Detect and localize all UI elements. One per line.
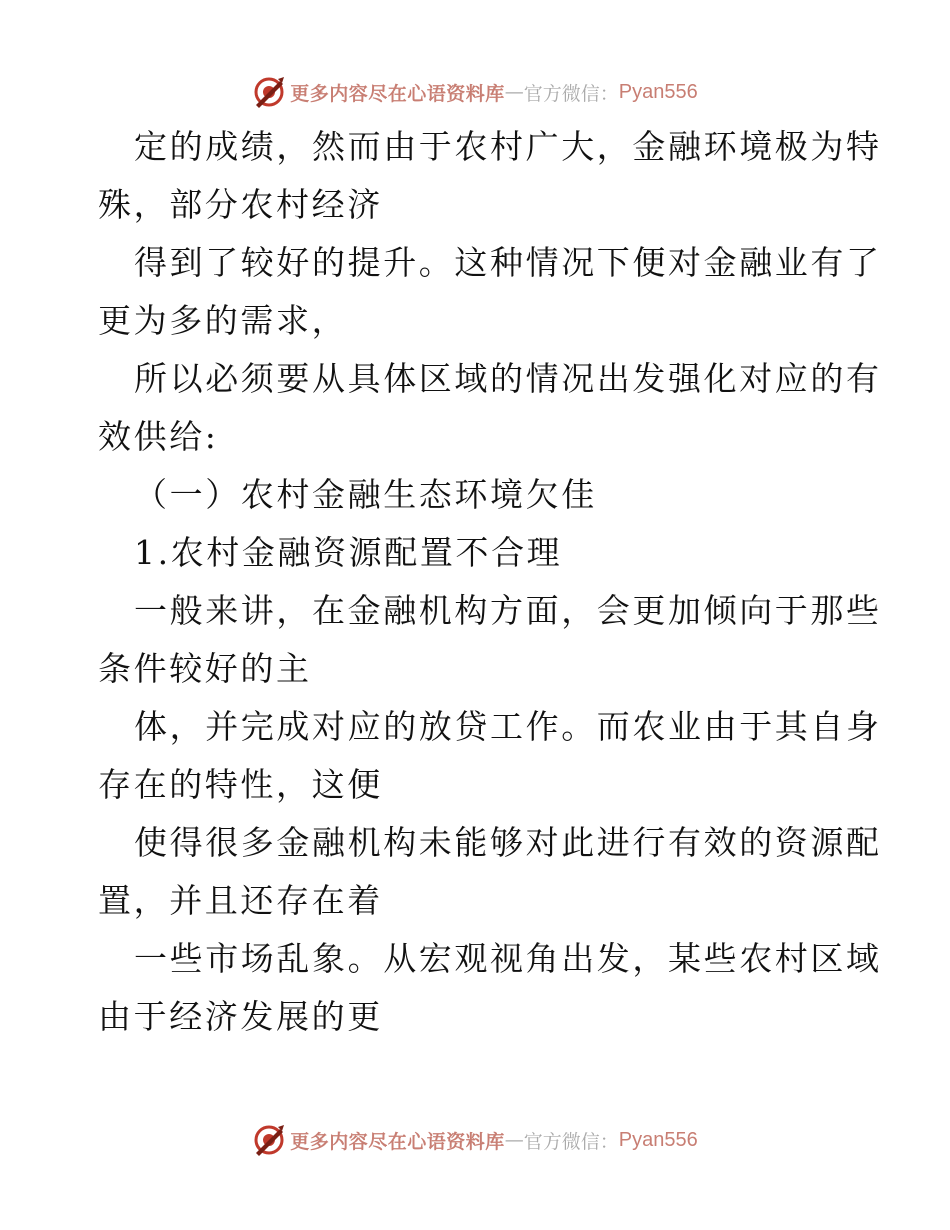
text-line: 一般来讲，在金融机构方面，会更加倾向于那些 [134,591,882,630]
text-line: 一些市场乱象。从宏观视角出发，某些农村区域 [134,939,882,978]
watermark-wechat-id: Pyan556 [618,1128,698,1151]
pen-circle-logo-icon [252,1123,286,1157]
text-line: 由于经济发展的更 [98,997,383,1036]
text-line: 定的成绩，然而由于农村广大，金融环境极为特 [134,127,882,166]
text-line: 效供给: [98,417,219,456]
text-line: 殊，部分农村经济 [98,185,383,224]
watermark-text: 更多内容尽在心语资料库 [290,82,505,105]
text-line: 使得很多金融机构未能够对此进行有效的资源配 [134,823,882,862]
watermark-wechat-label: 官方微信： [523,1130,619,1153]
watermark-separator: — [504,1129,524,1151]
watermark-wechat-id: Pyan556 [618,80,698,103]
subsection-heading: 1.农村金融资源配置不合理 [134,533,563,572]
text-line: 置，并且还存在着 [98,881,383,920]
document-body [98,118,882,1046]
text-line: 更为多的需求， [98,301,348,340]
watermark-wechat-label: 官方微信： [523,82,619,105]
section-heading: （一）农村金融生态环境欠佳 [134,475,597,514]
header-watermark [0,72,950,112]
text-line: 得到了较好的提升。这种情况下便对金融业有了 [134,243,882,282]
text-line: 体，并完成对应的放贷工作。而农业由于其自身 [134,707,882,746]
text-line: 条件较好的主 [98,649,312,688]
text-line: 所以必须要从具体区域的情况出发强化对应的有 [134,359,882,398]
watermark-separator: — [504,81,524,103]
text-line: 存在的特性，这便 [98,765,383,804]
pen-circle-logo-icon [252,75,286,109]
watermark-text: 更多内容尽在心语资料库 [290,1130,505,1153]
footer-watermark [0,1120,950,1160]
